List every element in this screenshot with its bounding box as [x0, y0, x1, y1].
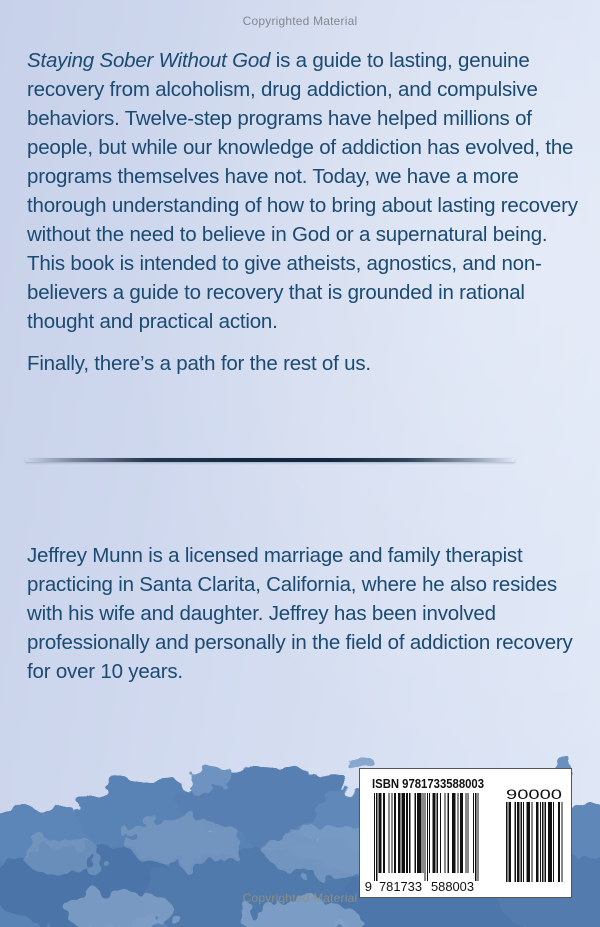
isbn-barcode-box — [359, 768, 572, 898]
synopsis-paragraph — [27, 46, 579, 336]
copyright-notice-bottom: Copyrighted Material — [242, 891, 358, 905]
divider-rule — [25, 458, 515, 462]
svg-text:9: 9 — [364, 879, 372, 894]
copyright-notice-top: Copyrighted Material — [242, 14, 358, 28]
tagline-text: Finally, there’s a path for the rest of us. — [27, 352, 371, 375]
synopsis-body-text: is a guide to lasting, genuine recovery from alcoholism, drug addiction, and compulsive behaviors. Twelve-step programs have helped millions of people, but while our knowledge of addiction has evolved, the programs themselves have not. Today, we have a more thorough understanding of how to bring about lasting recovery without the need to believe in God or a supernatural being. This book is intended to give atheists, agnostics, and non-believers a guide to recovery that is grounded in rational thought and practical action. — [27, 49, 578, 333]
svg-text:ISBN 9781733588003: ISBN 9781733588003 — [372, 776, 484, 791]
svg-text:781733: 781733 — [379, 879, 422, 894]
svg-text:588003: 588003 — [431, 879, 474, 894]
book-title-italic: Staying Sober Without God — [27, 49, 271, 72]
barcode-svg — [360, 769, 571, 897]
author-bio-paragraph: Jeffrey Munn is a licensed marriage and family therapist practicing in Santa Clarita, California, where he also resides with his wife and daughter. Jeffrey has been involved professionally and personally in the field of addiction recovery for over 10 years. — [27, 544, 573, 683]
svg-text:90000: 90000 — [506, 787, 562, 802]
